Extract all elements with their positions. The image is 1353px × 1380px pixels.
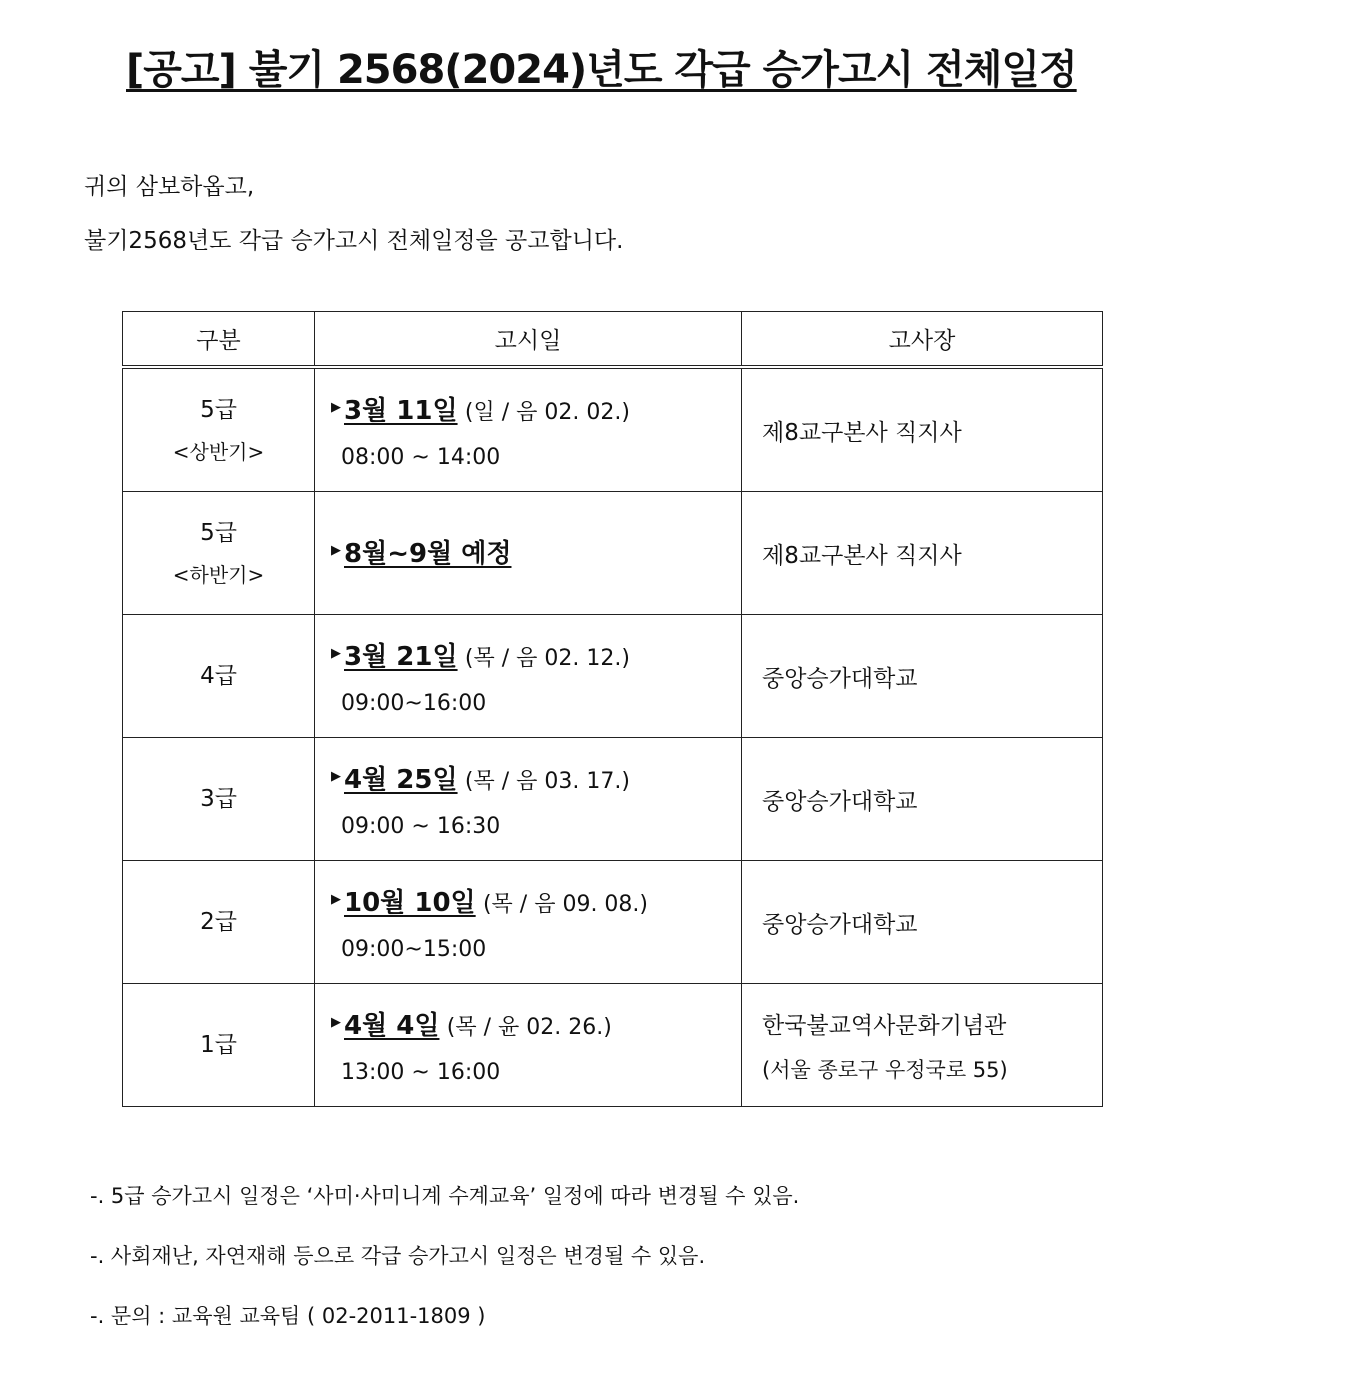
triangle-right-icon: ▶ [331, 892, 341, 907]
table-row [123, 861, 1103, 984]
table-header-row [123, 312, 1103, 368]
page-title: [공고] 불기 2568(2024)년도 각급 승가고시 전체일정 [126, 47, 1077, 93]
header-category: 구분 [123, 312, 315, 368]
grade-cell [123, 984, 315, 1107]
venue-cell [742, 984, 1103, 1107]
exam-time: 09:00~16:00 [341, 691, 487, 716]
grade-label: 4급 [200, 663, 237, 689]
grade-label: 5급 [200, 520, 237, 546]
date-cell [315, 984, 742, 1107]
lunar-date: (목 / 윤 02. 26.) [446, 1015, 612, 1040]
intro-greeting: 귀의 삼보하옵고, [84, 174, 255, 200]
venue-cell [742, 738, 1103, 861]
table-row [123, 492, 1103, 615]
lunar-date: (목 / 음 09. 08.) [482, 892, 648, 917]
venue-name: 제8교구본사 직지사 [762, 542, 962, 569]
triangle-right-icon: ▶ [331, 769, 341, 784]
table-row [123, 738, 1103, 861]
date-cell [315, 367, 742, 492]
date-cell [315, 492, 742, 615]
grade-label: 5급 [200, 397, 237, 423]
grade-cell [123, 492, 315, 615]
half-label: <상반기> [172, 440, 265, 464]
table-row [123, 615, 1103, 738]
exam-date: 3월 11일 [344, 396, 458, 426]
exam-date: 3월 21일 [344, 642, 458, 672]
exam-date: 4월 25일 [344, 765, 458, 795]
lunar-date: (목 / 음 02. 12.) [464, 646, 630, 671]
note-contact: -. 문의 : 교육원 교육팀 ( 02-2011-1809 ) [90, 1304, 486, 1328]
lunar-date: (목 / 음 03. 17.) [464, 769, 630, 794]
intro-announcement: 불기2568년도 각급 승가고시 전체일정을 공고합니다. [84, 228, 624, 254]
half-label: <하반기> [172, 563, 265, 587]
exam-schedule-table [122, 311, 1103, 1107]
lunar-date: (일 / 음 02. 02.) [464, 400, 630, 425]
date-cell [315, 861, 742, 984]
venue-cell [742, 367, 1103, 492]
venue-name: 중앙승가대학교 [762, 665, 918, 692]
table-row [123, 984, 1103, 1107]
date-cell [315, 738, 742, 861]
table-row [123, 367, 1103, 492]
note-schedule-change: -. 사회재난, 자연재해 등으로 각급 승가고시 일정은 변경될 수 있음. [90, 1244, 706, 1268]
venue-name: 제8교구본사 직지사 [762, 419, 962, 446]
venue-cell [742, 492, 1103, 615]
grade-label: 1급 [200, 1032, 237, 1058]
note-grade5-schedule: -. 5급 승가고시 일정은 ‘사미·사미니계 수계교육’ 일정에 따라 변경될 수 있음. [90, 1184, 800, 1208]
exam-time: 08:00 ~ 14:00 [341, 445, 501, 470]
venue-cell [742, 861, 1103, 984]
grade-label: 2급 [200, 909, 237, 935]
venue-address: (서울 종로구 우정국로 55) [762, 1057, 1008, 1082]
exam-date: 8월~9월 예정 [344, 539, 512, 569]
grade-label: 3급 [200, 786, 237, 812]
venue-name: 한국불교역사문화기념관 [762, 1012, 1007, 1039]
triangle-right-icon: ▶ [331, 400, 341, 415]
exam-time: 09:00~15:00 [341, 937, 487, 962]
exam-time: 09:00 ~ 16:30 [341, 814, 501, 839]
date-cell [315, 615, 742, 738]
exam-date: 4월 4일 [344, 1011, 440, 1041]
triangle-right-icon: ▶ [331, 543, 341, 558]
triangle-right-icon: ▶ [331, 646, 341, 661]
grade-cell [123, 615, 315, 738]
triangle-right-icon: ▶ [331, 1015, 341, 1030]
grade-cell [123, 738, 315, 861]
venue-cell [742, 615, 1103, 738]
exam-time: 13:00 ~ 16:00 [341, 1060, 501, 1085]
grade-cell [123, 367, 315, 492]
venue-name: 중앙승가대학교 [762, 911, 918, 938]
exam-date: 10월 10일 [344, 888, 476, 918]
venue-name: 중앙승가대학교 [762, 788, 918, 815]
header-exam-venue: 고사장 [742, 312, 1103, 368]
header-exam-date: 고시일 [315, 312, 742, 368]
grade-cell [123, 861, 315, 984]
